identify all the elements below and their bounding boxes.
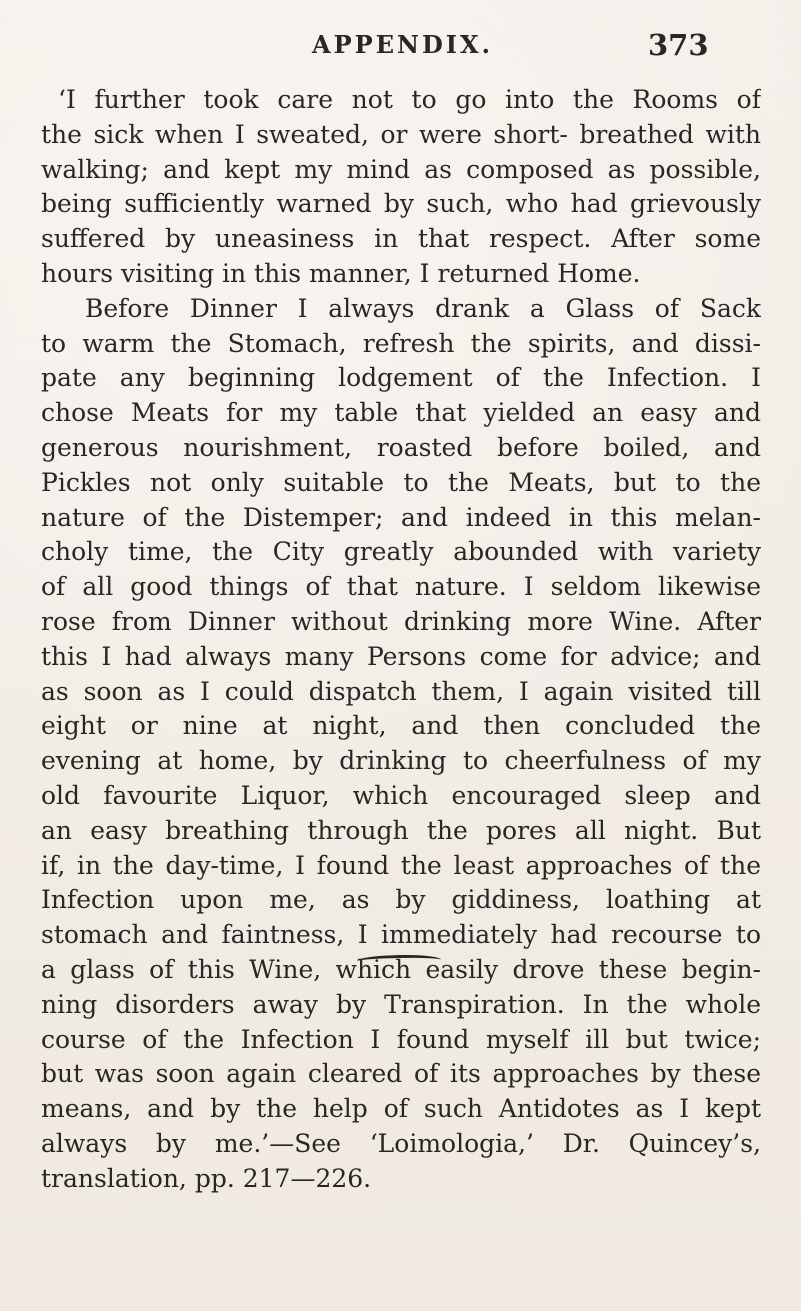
text-line: nature of the Distemper; and indeed in this melan-	[41, 502, 761, 532]
page-number: 373	[648, 28, 709, 62]
text-line: pate any beginning lodgement of the Infection. I	[41, 363, 761, 393]
text-line: rose from Dinner without drinking more Wine. After	[41, 606, 761, 636]
text-line: ‘I further took care not to go into the Rooms of	[58, 85, 761, 114]
text-line: a glass of this Wine, which easily drove these begin-	[41, 954, 761, 984]
text-line: an easy breathing through the pores all night. But	[41, 815, 761, 845]
text-line: being sufficiently warned by such, who had grievously	[41, 189, 761, 219]
text-line: if, in the day-time, I found the least approaches of the	[41, 850, 761, 880]
text-line: evening at home, by drinking to cheerfulness of my	[41, 746, 761, 776]
text-line: as soon as I could dispatch them, I again visited till	[41, 676, 761, 706]
text-line: but was soon again cleared of its approaches by these	[41, 1059, 761, 1089]
text-line: always by me.’—See ‘Loimologia,’ Dr. Quincey’s,	[41, 1128, 761, 1158]
text-line: generous nourishment, roasted before boiled, and	[41, 432, 761, 462]
text-line: translation, pp. 217—226.	[41, 1163, 372, 1193]
body-text	[41, 83, 761, 1197]
text-line: the sick when I sweated, or were short- breathed with	[41, 119, 761, 149]
text-line: this I had always many Persons come for advice; and	[41, 641, 761, 671]
text-line: Infection upon me, as by giddiness, loathing at	[41, 885, 761, 915]
text-line: choly time, the City greatly abounded with variety	[41, 537, 761, 567]
text-line: means, and by the help of such Antidotes as I kept	[41, 1094, 761, 1124]
text-line: stomach and faintness, I immediately had recourse to	[41, 920, 761, 950]
text-line: old favourite Liquor, which encouraged sleep and	[41, 780, 761, 810]
text-line: chose Meats for my table that yielded an easy and	[41, 398, 761, 428]
text-line: walking; and kept my mind as composed as possible,	[41, 154, 761, 184]
text-line: hours visiting in this manner, I returned Home.	[41, 258, 641, 288]
text-line: Before Dinner I always drank a Glass of Sack	[85, 293, 761, 323]
text-line: eight or nine at night, and then concluded the	[41, 711, 761, 741]
text-line: course of the Infection I found myself ill but twice;	[41, 1024, 761, 1054]
running-head-title: APPENDIX.	[312, 30, 493, 59]
running-head	[0, 30, 801, 66]
text-line: of all good things of that nature. I seldom likewise	[41, 572, 761, 602]
text-line: ning disorders away by Transpiration. In the whole	[41, 989, 761, 1019]
text-line: Pickles not only suitable to the Meats, but to the	[41, 467, 761, 497]
text-line: suffered by uneasiness in that respect. After some	[41, 224, 761, 254]
text-line: to warm the Stomach, refresh the spirits, and dissi-	[41, 328, 761, 358]
